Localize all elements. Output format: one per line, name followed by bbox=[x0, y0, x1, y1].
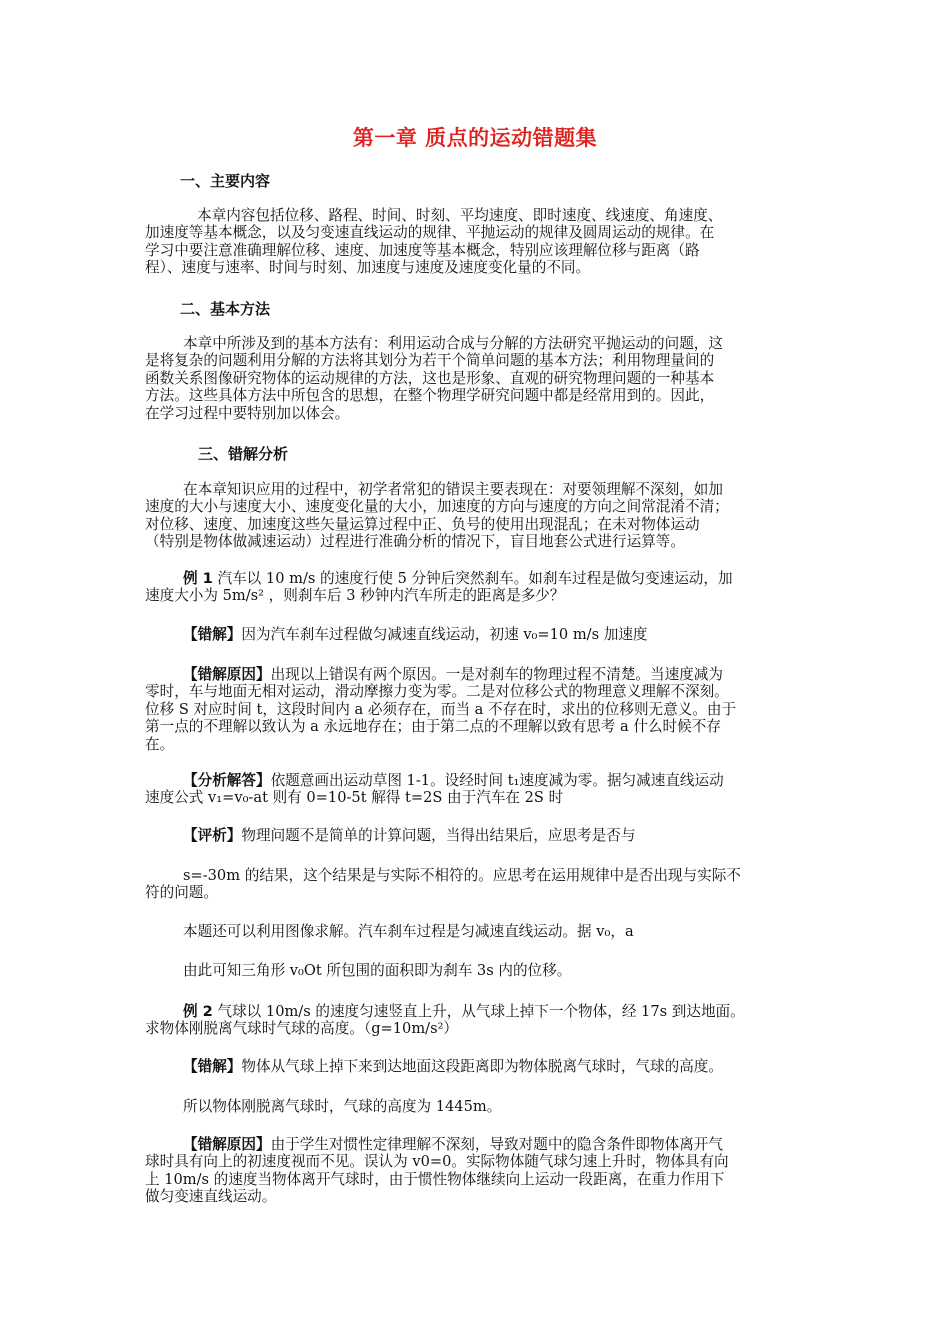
text-line: （特别是物体做减速运动）过程进行准确分析的情况下，盲目地套公式进行运算等。 bbox=[145, 533, 685, 551]
text-line: 由于学生对惯性定律理解不深刻，导致对题中的隐含条件即物体离开气 bbox=[270, 1136, 723, 1153]
example-1-comment-continued bbox=[145, 867, 807, 902]
text-line: 本章中所涉及到的基本方法有：利用运动合成与分解的方法研究平抛运动的问题，这 bbox=[183, 335, 723, 352]
wrong-reason-label: 【错解原因】 bbox=[183, 1136, 271, 1153]
text-line: 依题意画出运动草图 1-1。设经时间 t₁速度减为零。据匀减速直线运动 bbox=[270, 772, 724, 789]
text-line: 对位移、速度、加速度这些矢量运算过程中正、负号的使用出现混乱；在未对物体运动 bbox=[145, 515, 700, 533]
example-2-question bbox=[145, 1003, 807, 1038]
text-line: 由此可知三角形 v₀Ot 所包围的面积即为刹车 3s 内的位移。 bbox=[183, 962, 572, 979]
example-1-label: 例 1 bbox=[183, 570, 213, 587]
text-line: 函数关系图像研究物体的运动规律的方法，这也是形象、直观的研究物理问题的一种基本 bbox=[145, 369, 715, 387]
chapter-title: 第一章 质点的运动错题集 bbox=[352, 126, 598, 150]
text-line: 零时，车与地面无相对运动，滑动摩擦力变为零。二是对位移公式的物理意义理解不深刻。 bbox=[145, 683, 729, 701]
text-line: 在。 bbox=[145, 735, 175, 753]
example-2-result bbox=[145, 1098, 807, 1115]
example-1-wrong-reason bbox=[145, 666, 807, 753]
text-line: 汽车以 10 m/s 的速度行使 5 分钟后突然刹车。如刹车过程是做匀变速运动，加 bbox=[212, 570, 733, 587]
text-line: 出现以上错误有两个原因。一是对刹车的物理过程不清楚。当速度减为 bbox=[270, 666, 723, 683]
text-line: s=-30m 的结果，这个结果是与实际不相符的。应思考在运用规律中是否出现与实际不 bbox=[183, 867, 741, 884]
text-line: 是将复杂的问题利用分解的方法将其划分为若干个简单问题的基本方法；利用物理量间的 bbox=[145, 352, 715, 370]
text-line: 加速度等基本概念，以及匀变速直线运动的规律、平抛运动的规律及圆周运动的规律。在 bbox=[145, 224, 715, 242]
text-line: 在本章知识应用的过程中，初学者常犯的错误主要表现在：对要领理解不深刻，如加 bbox=[183, 481, 723, 498]
text-line: 速度公式 v₁=v₀-at 则有 0=10-5t 解得 t=2S 由于汽车在 2S 时 bbox=[145, 789, 564, 807]
text-line: 本题还可以利用图像求解。汽车刹车过程是匀减速直线运动。据 v₀，a bbox=[183, 923, 634, 940]
section-heading-error-analysis: 三、错解分析 bbox=[198, 445, 289, 463]
section-heading-basic-methods: 二、基本方法 bbox=[180, 300, 271, 318]
example-1-graph-method bbox=[145, 923, 807, 940]
wrong-solution-label: 【错解】 bbox=[183, 1058, 242, 1075]
text-line: 符的问题。 bbox=[145, 884, 218, 902]
wrong-reason-label: 【错解原因】 bbox=[183, 666, 271, 683]
text-line: 因为汽车刹车过程做匀减速直线运动，初速 v₀=10 m/s 加速度 bbox=[241, 626, 648, 643]
example-2-wrong-solution bbox=[145, 1058, 807, 1075]
example-1-wrong-solution bbox=[145, 626, 807, 643]
text-line: 所以物体刚脱离气球时，气球的高度为 1445m。 bbox=[183, 1098, 502, 1115]
text-line: 学习中要注意准确理解位移、速度、加速度等基本概念，特别应该理解位移与距离（路 bbox=[145, 241, 700, 259]
text-line: 球时具有向上的初速度视而不见。误认为 v0=0。实际物体随气球匀速上升时，物体具有向 bbox=[145, 1153, 729, 1171]
example-1-triangle-area bbox=[145, 962, 807, 979]
text-line: 在学习过程中要特别加以体会。 bbox=[145, 404, 350, 422]
text-line: 求物体刚脱离气球时气球的高度。（g=10m/s²） bbox=[145, 1020, 459, 1038]
text-line: 速度大小为 5m/s² ，则刹车后 3 秒钟内汽车所走的距离是多少？ bbox=[145, 587, 565, 605]
wrong-solution-label: 【错解】 bbox=[183, 626, 242, 643]
text-line: 气球以 10m/s 的速度匀速竖直上升，从气球上掉下一个物体，经 17s 到达地面。 bbox=[212, 1003, 745, 1020]
text-line: 第一点的不理解以致认为 a 永远地存在；由于第二点的不理解以致有思考 a 什么时候不存 bbox=[145, 718, 721, 736]
comment-label: 【评析】 bbox=[183, 827, 242, 844]
example-2-label: 例 2 bbox=[183, 1003, 213, 1020]
paragraph-main-content bbox=[145, 207, 807, 277]
text-line: 物体从气球上掉下来到达地面这段距离即为物体脱离气球时，气球的高度。 bbox=[241, 1058, 723, 1075]
paragraph-basic-methods bbox=[145, 335, 807, 422]
example-2-wrong-reason bbox=[145, 1136, 807, 1206]
example-1-question bbox=[145, 570, 807, 605]
text-line: 速度的大小与速度大小、速度变化量的大小，加速度的方向与速度的方向之间常混淆不清； bbox=[145, 498, 729, 516]
section-heading-main-content: 一、主要内容 bbox=[180, 172, 271, 190]
text-line: 本章内容包括位移、路程、时间、时刻、平均速度、即时速度、线速度、角速度、 bbox=[197, 207, 723, 224]
example-1-analysis bbox=[145, 772, 807, 807]
text-line: 物理问题不是简单的计算问题，当得出结果后，应思考是否与 bbox=[241, 827, 636, 844]
analysis-label: 【分析解答】 bbox=[183, 772, 271, 789]
text-line: 程）、速度与速率、时间与时刻、加速度与速度及速度变化量的不同。 bbox=[145, 259, 591, 277]
text-line: 方法。这些具体方法中所包含的思想，在整个物理学研究问题中都是经常用到的。因此， bbox=[145, 387, 715, 405]
paragraph-error-analysis bbox=[145, 481, 807, 551]
example-1-comment bbox=[145, 827, 807, 844]
text-line: 位移 S 对应时间 t，这段时间内 a 必须存在，而当 a 不存在时，求出的位移则无意义。由于 bbox=[145, 700, 737, 718]
text-line: 做匀变速直线运动。 bbox=[145, 1188, 277, 1206]
text-line: 上 10m/s 的速度当物体离开气球时，由于惯性物体继续向上运动一段距离，在重力作用下 bbox=[145, 1170, 725, 1188]
